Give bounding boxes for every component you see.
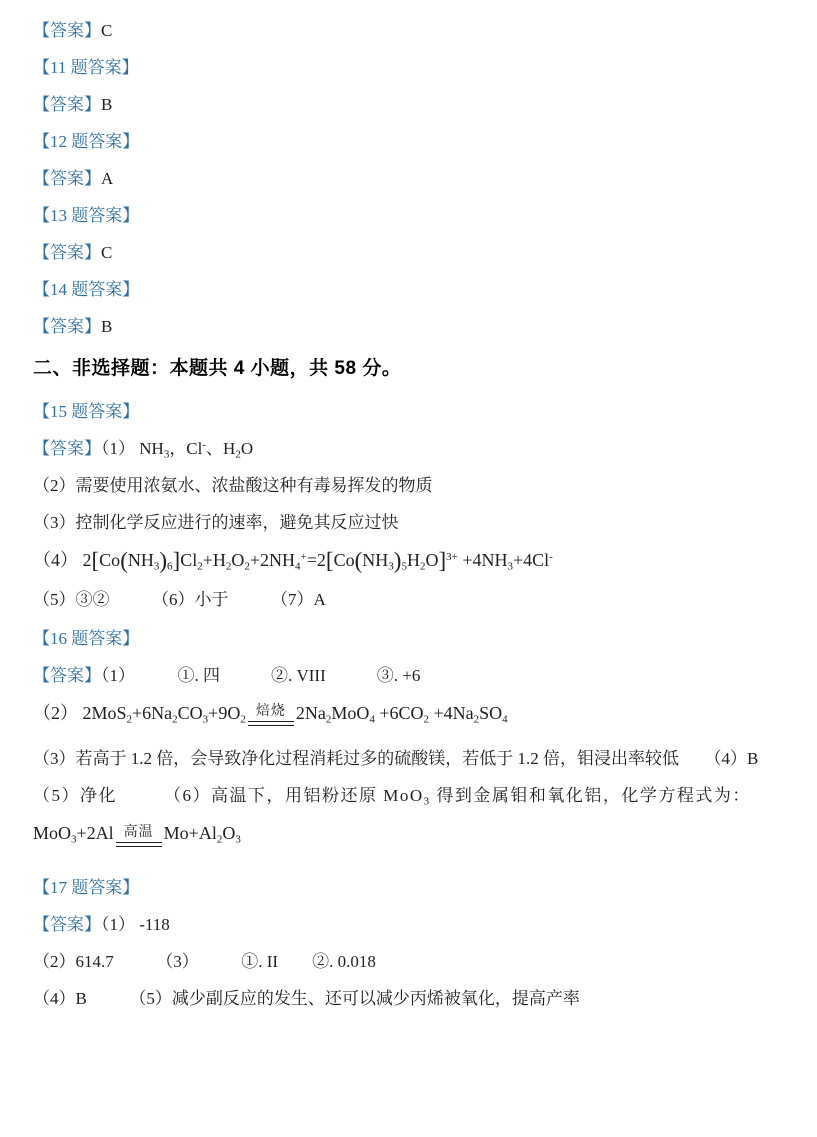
answer-text: （3）控制化学反应进行的速率，避免其反应过快 (33, 513, 399, 532)
answer-value: C (101, 21, 113, 40)
answer-text: （3）若高于 1.2 倍，会导致净化过程消耗过多的硫酸镁，若低于 1.2 倍，钼浸出率较低 （4）B (33, 749, 759, 769)
answer-value: （1） -118 (101, 914, 170, 934)
answer-line (33, 168, 791, 190)
chem-equation: MoO$_3$+2Al 高温 $Mo+Al_2O_3$ (33, 823, 241, 846)
chem-equation: （2） $2MoS_2+6Na_2CO_3+9O_2$ 焙烧 $2Na_2MoO_4 +6CO_2 +4Na_2SO_4$ (33, 703, 508, 726)
answer-label: 【答案】 (33, 439, 101, 458)
reaction-condition: 高温 (116, 824, 162, 847)
answer-value: B (101, 95, 113, 114)
answer-line (33, 914, 791, 936)
answer-label: 【答案】 (33, 21, 101, 40)
question-label: 【15 题答案】 (33, 402, 140, 421)
answer-label: 【答案】 (33, 317, 101, 336)
answer-text: （2）614.7 （3） ①. II ②. 0.018 (33, 951, 376, 971)
question-label: 【16 题答案】 (33, 629, 140, 648)
answer-line (33, 665, 791, 687)
answer-line (33, 20, 791, 42)
answer-label: 【答案】 (33, 95, 101, 114)
answer-line (33, 316, 791, 338)
answer-line (33, 94, 791, 116)
answer-text: （4）B （5）减少副反应的发生、还可以减少丙烯被氧化，提高产率 (33, 988, 580, 1008)
answer-label: 【答案】 (33, 243, 101, 262)
answer-value: C (101, 243, 113, 262)
answer-value: （1） ①. 四 ②. VIII ③. +6 (101, 666, 421, 685)
chem-formula: （1） $NH_3$，Cl-、$H_2O$ (101, 438, 254, 461)
question-label: 【11 题答案】 (33, 58, 139, 77)
answer-label: 【答案】 (33, 914, 101, 934)
question-label: 【12 题答案】 (33, 132, 140, 151)
question-label: 【17 题答案】 (33, 877, 140, 897)
answer-text: （5）净化 （6）高温下，用铝粉还原 MoO$_3$ 得到金属钼和氧化铝，化学方程式为： (33, 786, 751, 808)
reaction-condition: 焙烧 (248, 703, 294, 726)
answer-text: （5）③② （6）小于 （7）A (33, 590, 326, 609)
question-label: 【13 题答案】 (33, 206, 140, 225)
answer-line (33, 438, 791, 460)
answer-label: 【答案】 (33, 666, 101, 685)
section-heading: 二、非选择题：本题共 4 小题，共 58 分。 (33, 358, 402, 379)
answer-label: 【答案】 (33, 169, 101, 188)
answer-text: （2）需要使用浓氨水、浓盐酸这种有毒易挥发的物质 (33, 476, 433, 495)
chem-equation: （4） $2[Co(NH_3)_6]Cl_2+H_2O_2+2NH_4^+=2[Co(NH_3)_5H_2O]^{3+} +4NH_3+4Cl^-$ (33, 548, 553, 573)
answer-value: A (101, 169, 114, 188)
answer-value: B (101, 317, 113, 336)
question-label: 【14 题答案】 (33, 280, 140, 299)
answer-line (33, 242, 791, 264)
